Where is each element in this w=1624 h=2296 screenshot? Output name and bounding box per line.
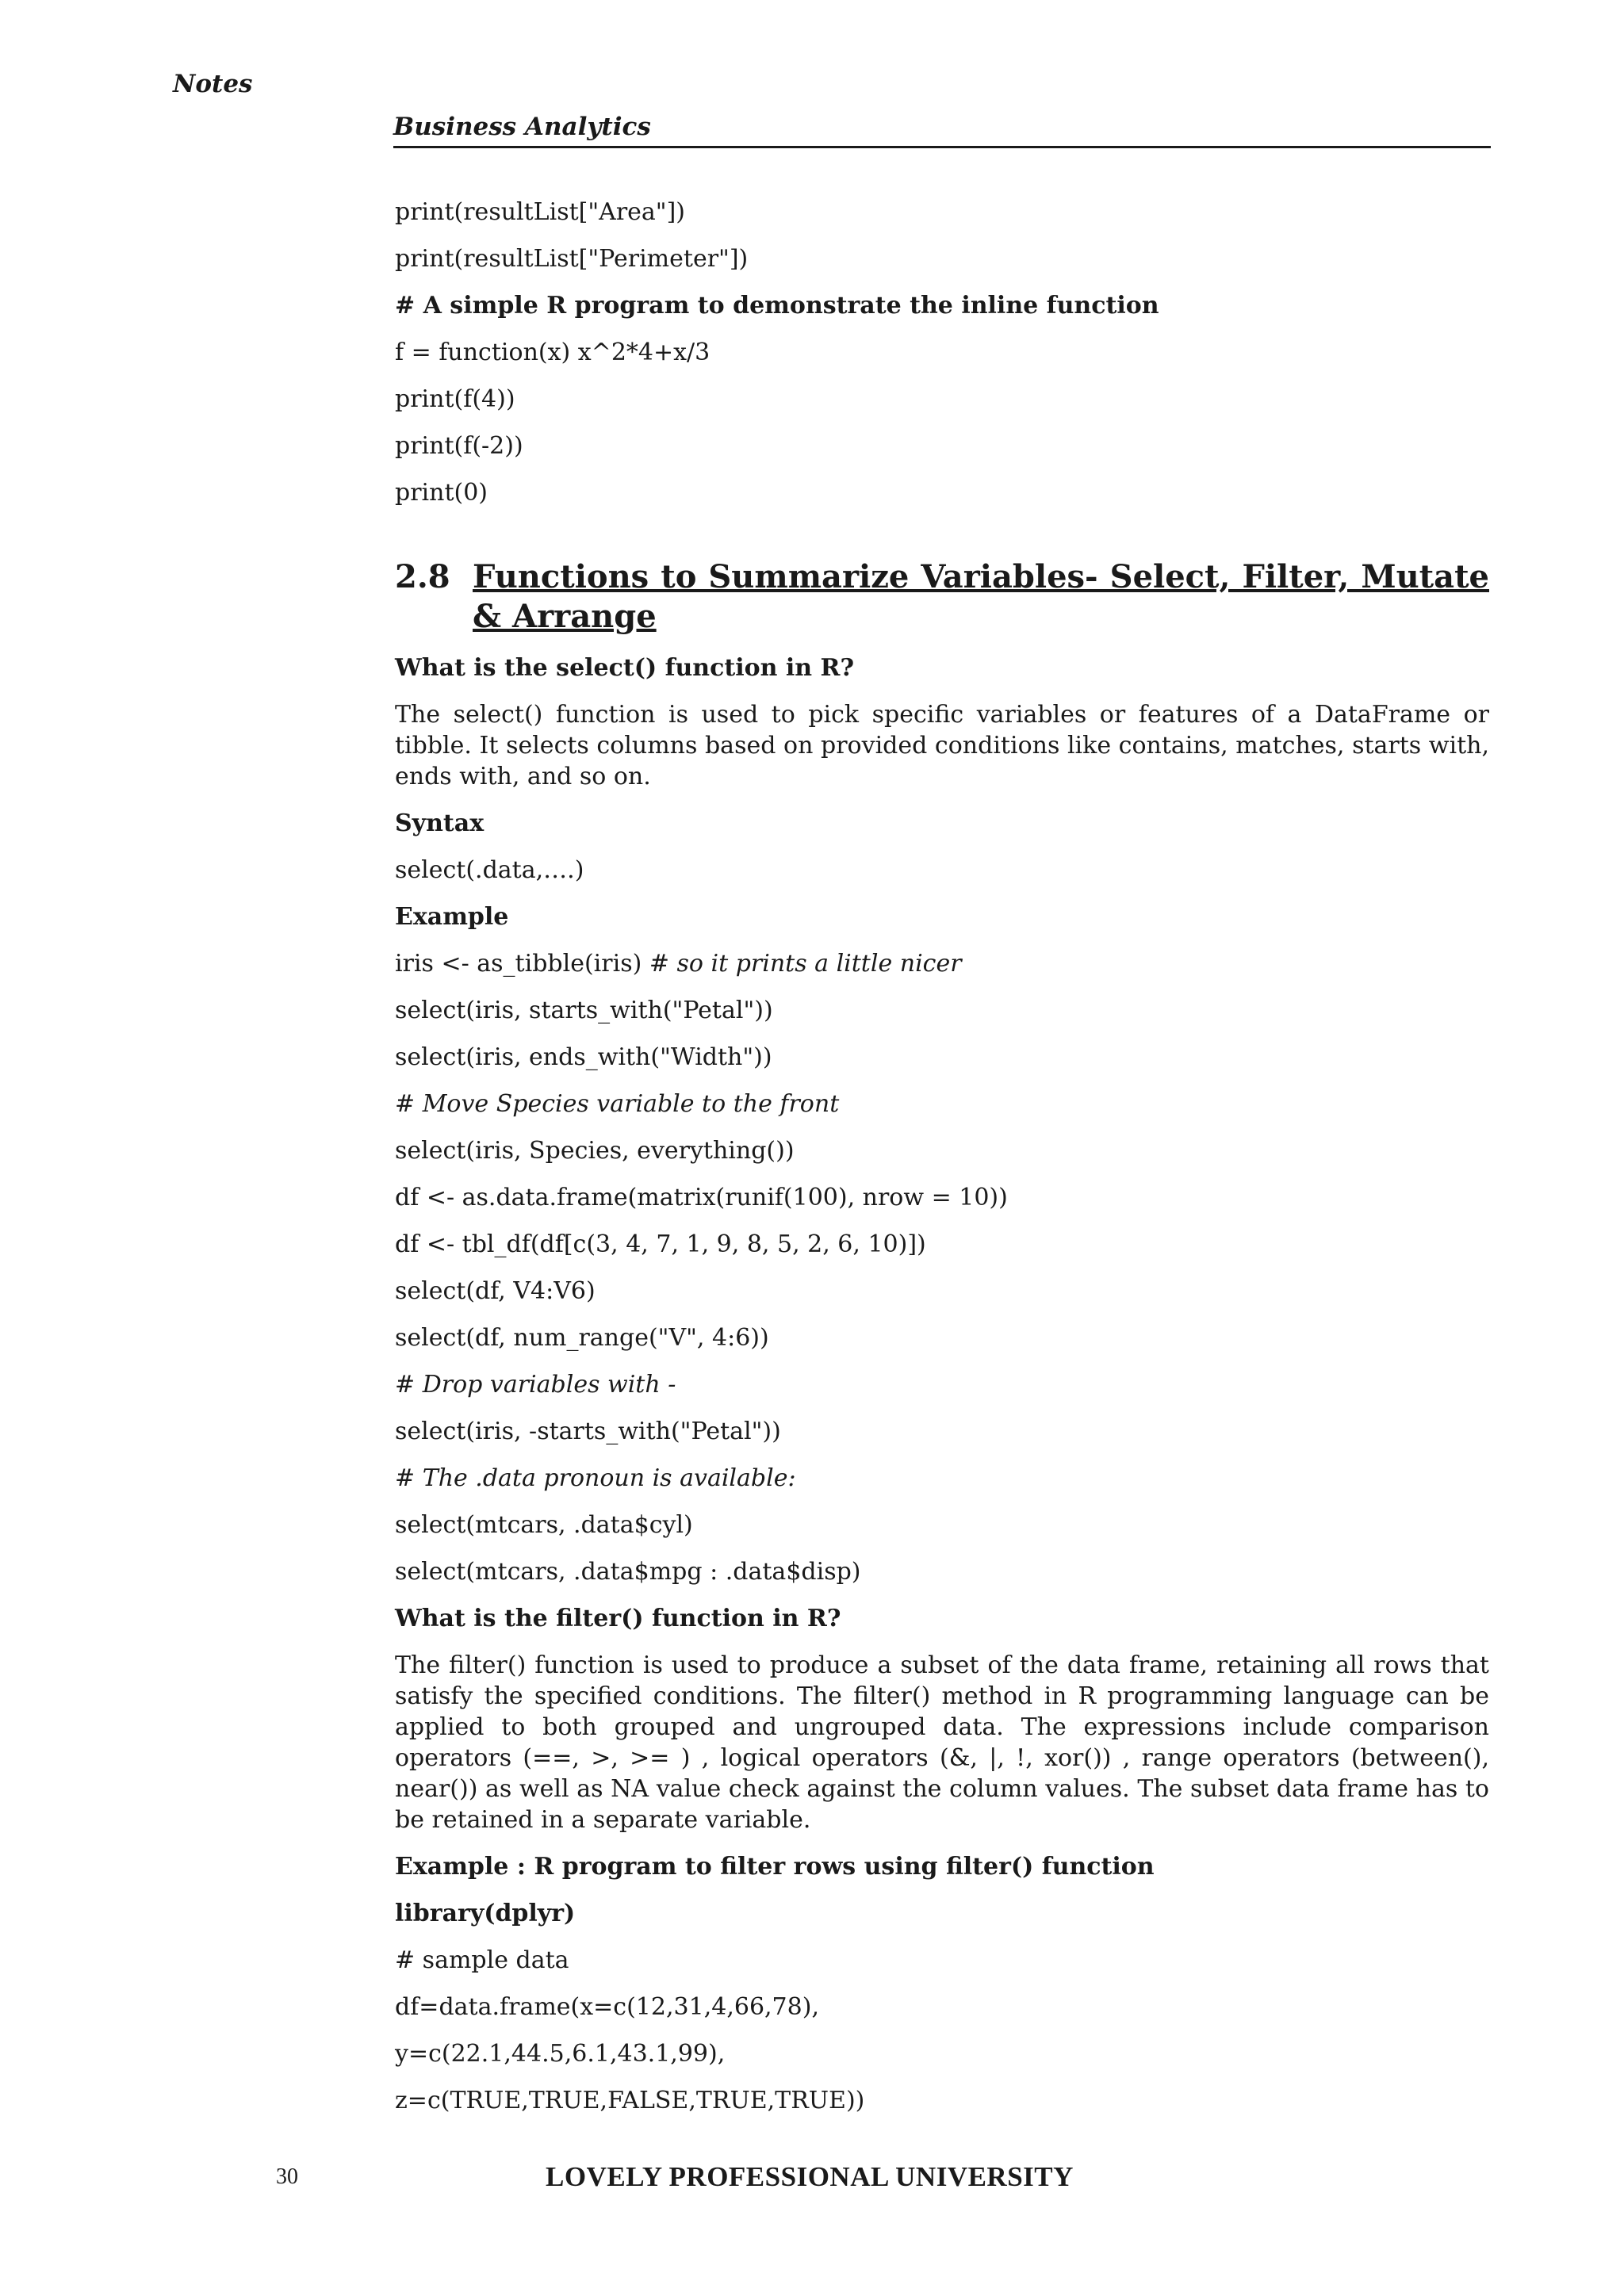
code-line: print(resultList["Area"]) [395, 198, 686, 226]
code-line [395, 948, 1489, 979]
code-line: select(iris, ends_with("Width")) [395, 1043, 772, 1071]
filter-example-heading: Example : R program to filter rows using filter() function [395, 1853, 1155, 1881]
section-heading [395, 557, 1489, 637]
code-line: print(0) [395, 479, 488, 507]
code-line [395, 1089, 1489, 1119]
code-line: f = function(x) x^2*4+x/3 [395, 339, 710, 366]
code-line: select(mtcars, .data$mpg : .data$disp) [395, 1558, 861, 1586]
code-line: select(df, V4:V6) [395, 1277, 596, 1305]
code-line: df=data.frame(x=c(12,31,4,66,78), [395, 1993, 819, 2021]
header-rule [393, 146, 1491, 148]
code-line: y=c(22.1,44.5,6.1,43.1,99), [395, 2040, 726, 2068]
section-title: Functions to Summarize Variables- Select, Filter, Mutate & Arrange [473, 558, 1489, 635]
code-comment-heading: # A simple R program to demonstrate the inline function [395, 292, 1159, 320]
syntax-label: Syntax [395, 809, 485, 837]
margin-notes-label: Notes [173, 70, 253, 98]
code-comment: Drop variables with - [422, 1371, 676, 1399]
select-description: The select() function is used to pick specific variables or features of a DataFrame or tibble. It selects columns based on provided conditions like contains, matches, starts with, ends with, and so on. [395, 701, 1489, 790]
code-line: print(f(-2)) [395, 432, 523, 460]
code-line: select(iris, starts_with("Petal")) [395, 997, 773, 1024]
code-line: select(iris, -starts_with("Petal")) [395, 1418, 781, 1445]
page-body [395, 197, 1489, 2132]
code-line: select(iris, Species, everything()) [395, 1137, 795, 1165]
code-line: z=c(TRUE,TRUE,FALSE,TRUE,TRUE)) [395, 2087, 865, 2114]
code-comment: so it prints a little nicer [676, 950, 962, 978]
comment-hash: # [395, 1371, 423, 1399]
running-head: Business Analytics [393, 113, 651, 141]
filter-description: The filter() function is used to produce a subset of the data frame, retaining all rows that satisfy the specified conditions. The filter() method in R programming language can be applied to both grouped and ungrouped data. The expressions include comparison operators (==, >, >= ) , logical operators (&, |, !, xor()) , range operators (between(), near()) as well as NA value check against the column values. The subset data frame has to be retained in a separate variable. [395, 1651, 1489, 1834]
code-line: df <- tbl_df(df[c(3, 4, 7, 1, 9, 8, 5, 2, 6, 10)]) [395, 1230, 926, 1258]
footer-university: LOVELY PROFESSIONAL UNIVERSITY [546, 2161, 1074, 2192]
example-label: Example [395, 903, 509, 931]
code-line: print(resultList["Perimeter"]) [395, 245, 749, 273]
select-question: What is the select() function in R? [395, 654, 855, 682]
code-line [395, 1369, 1489, 1400]
comment-hash: # [395, 1090, 423, 1118]
syntax-code: select(.data,….) [395, 856, 584, 884]
spacer [395, 524, 1489, 557]
code-comment: Move Species variable to the front [422, 1090, 840, 1118]
code-line: # sample data [395, 1946, 569, 1974]
code-line: select(df, num_range("V", 4:6)) [395, 1324, 769, 1352]
code-comment: The .data pronoun is available: [422, 1464, 796, 1492]
section-number: 2.8 [395, 558, 450, 595]
code-line: library(dplyr) [395, 1900, 576, 1927]
code-line: select(mtcars, .data$cyl) [395, 1511, 693, 1539]
code-text: iris <- as_tibble(iris) # [395, 950, 677, 978]
comment-hash: # [395, 1464, 423, 1492]
code-line [395, 1463, 1489, 1494]
filter-question: What is the filter() function in R? [395, 1605, 841, 1632]
code-line: df <- as.data.frame(matrix(runif(100), nrow = 10)) [395, 1184, 1008, 1211]
code-line: print(f(4)) [395, 385, 515, 413]
page-number: 30 [276, 2164, 298, 2189]
